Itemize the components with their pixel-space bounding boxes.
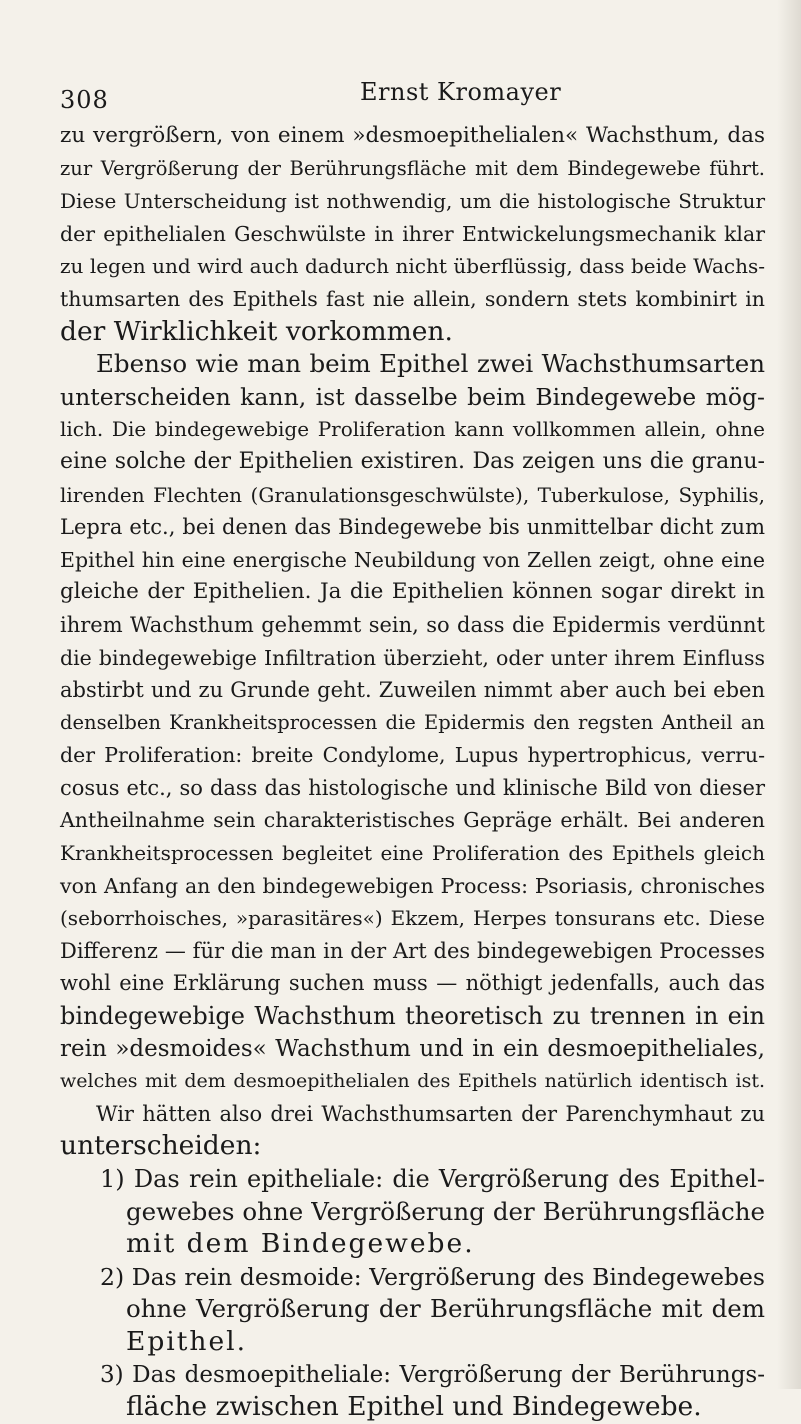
- page-number: 308: [60, 86, 109, 114]
- text-line: cosus etc., so dass das histologische und klinische Bild von dieser: [60, 775, 765, 800]
- text-line: Differenz — für die man in der Art des bindegewebigen Processes: [60, 938, 765, 963]
- text-line: unterscheiden:: [60, 1130, 262, 1162]
- text-line: zu legen und wird auch dadurch nicht überflüssig, dass beide Wachs-: [60, 254, 765, 279]
- text-line: Epithel hin eine energische Neubildung von Zellen zeigt, ohne eine: [60, 547, 765, 572]
- text-line: eine solche der Epithelien existiren. Das zeigen uns die granu-: [60, 448, 765, 474]
- list-item-continuation: fläche zwischen Epithel und Bindegewebe.: [126, 1391, 702, 1423]
- text-line: ihrem Wachsthum gehemmt sein, so dass die Epidermis verdünnt: [60, 612, 765, 637]
- text-line: Krankheitsprocessen begleitet eine Proliferation des Epithels gleich: [60, 841, 765, 866]
- text-line: Diese Unterscheidung ist nothwendig, um die histologische Struktur: [60, 189, 765, 214]
- text-line: welches mit dem desmoepithelialen des Epithels natürlich identisch ist.: [60, 1070, 765, 1093]
- text-line: Antheilnahme sein charakteristisches Gepräge erhält. Bei anderen: [60, 808, 765, 833]
- text-line: denselben Krankheitsprocessen die Epidermis den regsten Antheil an: [60, 710, 765, 734]
- list-item: 2) Das rein desmoide: Vergrößerung des Bindegewebes: [100, 1262, 765, 1291]
- text-line: bindegewebige Wachsthum theoretisch zu trennen in ein: [60, 1002, 765, 1031]
- body-text: [60, 120, 765, 1424]
- page-edge-shadow: [777, 0, 801, 1389]
- text-line: der Proliferation: breite Condylome, Lupus hypertrophicus, verru-: [60, 743, 765, 768]
- text-line: gleiche der Epithelien. Ja die Epithelien können sogar direkt in: [60, 579, 765, 605]
- text-line: der Wirklichkeit vorkommen.: [60, 315, 453, 347]
- text-line: Lepra etc., bei denen das Bindegewebe bis unmittelbar dicht zum: [60, 515, 765, 540]
- text-line: thumsarten des Epithels fast nie allein, sondern stets kombinirt in: [60, 286, 765, 311]
- page-header: [60, 78, 720, 118]
- list-item-continuation: mit dem Bindegewebe.: [126, 1228, 475, 1260]
- list-item-continuation: ohne Vergrößerung der Berührungsfläche mit dem: [126, 1294, 765, 1324]
- text-line: zur Vergrößerung der Berührungsfläche mit dem Bindegewebe führt.: [60, 156, 765, 180]
- text-line: zu vergrößern, von einem »desmoepithelialen« Wachsthum, das: [60, 123, 765, 148]
- list-item-continuation: gewebes ohne Vergrößerung der Berührungsfläche: [126, 1196, 765, 1226]
- text-line: lirenden Flechten (Granulationsgeschwülste), Tuberkulose, Syphilis,: [60, 482, 765, 507]
- list-item: 3) Das desmoepitheliale: Vergrößerung der Berührungs-: [100, 1361, 765, 1388]
- text-line: Ebenso wie man beim Epithel zwei Wachsthumsarten: [96, 349, 765, 379]
- list-item-continuation: Epithel.: [126, 1325, 248, 1357]
- text-line: von Anfang an den bindegewebigen Process: Psoriasis, chronisches: [60, 873, 765, 898]
- text-line: unterscheiden kann, ist dasselbe beim Bindegewebe mög-: [60, 382, 765, 411]
- text-line: (seborrhoisches, »parasitäres«) Ekzem, Herpes tonsurans etc. Diese: [60, 906, 765, 931]
- text-line: der epithelialen Geschwülste in ihrer Entwickelungsmechanik klar: [60, 221, 765, 246]
- text-line: lich. Die bindegewebige Proliferation kann vollkommen allein, ohne: [60, 417, 765, 442]
- running-head: Ernst Kromayer: [360, 78, 562, 106]
- text-line: abstirbt und zu Grunde geht. Zuweilen nimmt aber auch bei eben: [60, 678, 765, 703]
- text-line: wohl eine Erklärung suchen muss — nöthigt jedenfalls, auch das: [60, 971, 765, 996]
- list-item: 1) Das rein epitheliale: die Vergrößerung des Epithel-: [100, 1165, 765, 1193]
- text-line: die bindegewebige Infiltration überzieht, oder unter ihrem Einfluss: [60, 645, 765, 670]
- text-line: Wir hätten also drei Wachsthumsarten der Parenchymhaut zu: [96, 1101, 765, 1126]
- text-line: rein »desmoides« Wachsthum und in ein desmoepitheliales,: [60, 1035, 765, 1062]
